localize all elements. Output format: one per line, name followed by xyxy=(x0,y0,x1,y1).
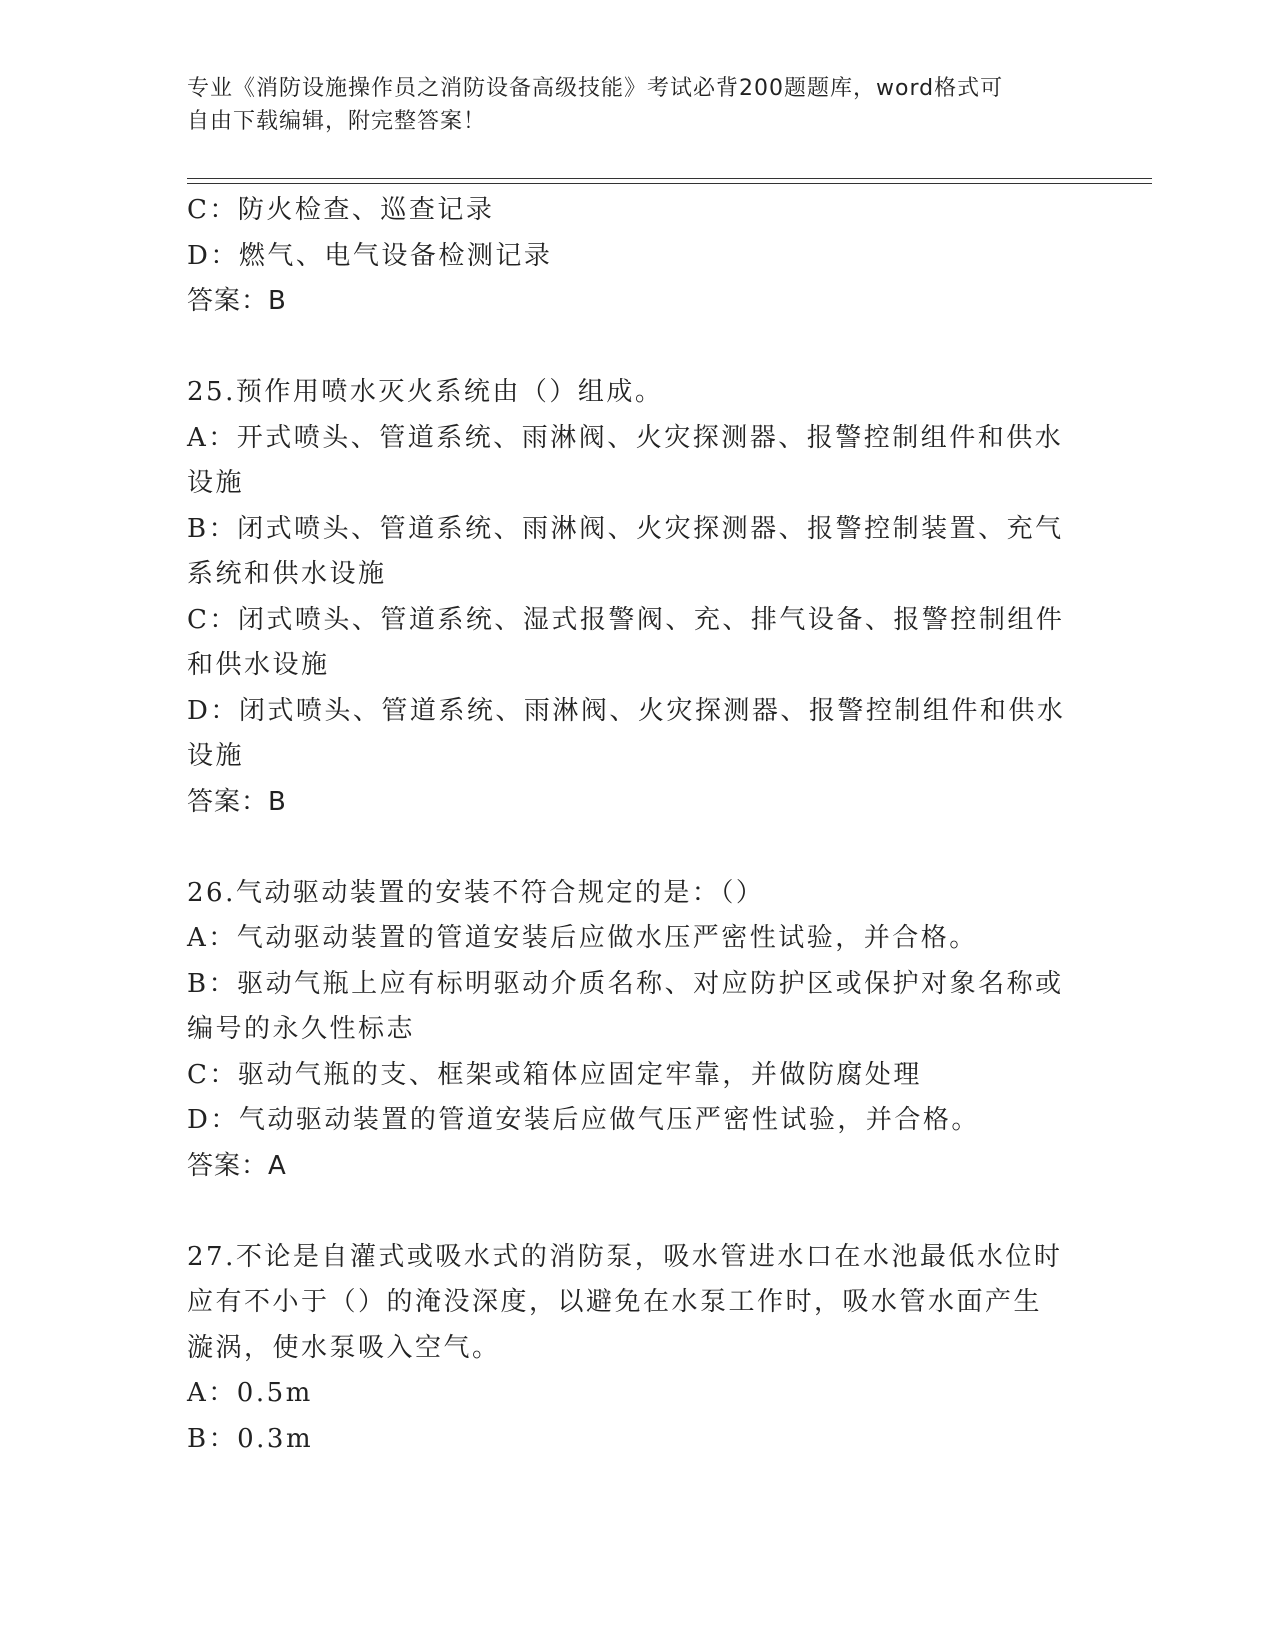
option-d xyxy=(187,1098,1067,1144)
option-b xyxy=(187,962,1067,1053)
question-stem-line-3: 漩涡，使水泵吸入空气。 xyxy=(187,1332,501,1363)
option-c xyxy=(187,598,1067,689)
header-line-1: 专业《消防设施操作员之消防设备高级技能》考试必背200题题库，word格式可 xyxy=(187,76,1004,101)
answer-line: 答案：B xyxy=(187,786,287,817)
option-a xyxy=(187,916,1067,962)
option-a-line-1: A：0.5m xyxy=(187,1378,313,1408)
option-b xyxy=(187,1417,1067,1463)
option-b xyxy=(187,507,1067,598)
option-c: C：防火检查、巡查记录 xyxy=(187,195,495,225)
document-header xyxy=(187,72,1067,138)
question-26 xyxy=(187,871,1067,1190)
option-a-line-1: A：气动驱动装置的管道安装后应做水压严密性试验，并合格。 xyxy=(187,923,978,953)
option-c-line-1: C：驱动气瓶的支、框架或箱体应固定牢靠，并做防腐处理 xyxy=(187,1059,922,1090)
question-stem-line-1: 27.不论是自灌式或吸水式的消防泵，吸水管进水口在水池最低水位时 xyxy=(187,1241,1063,1272)
answer-line: 答案：A xyxy=(187,1150,287,1181)
option-b-line-2: 编号的永久性标志 xyxy=(187,1014,416,1044)
option-d xyxy=(187,689,1067,780)
header-divider-top xyxy=(187,178,1152,179)
option-c-line-2: 和供水设施 xyxy=(187,650,330,680)
header-divider-bottom xyxy=(187,183,1152,184)
option-a-line-2: 设施 xyxy=(187,468,245,498)
option-d-line-1: D：气动驱动装置的管道安装后应做气压严密性试验，并合格。 xyxy=(187,1105,980,1135)
question-stem: 25.预作用喷水灭火系统由（）组成。 xyxy=(187,377,664,407)
question-stem-line-2: 应有不小于（）的淹没深度，以避免在水泵工作时，吸水管水面产生 xyxy=(187,1287,1043,1317)
option-b-line-2: 系统和供水设施 xyxy=(187,559,387,589)
option-a-line-1: A：开式喷头、管道系统、雨淋阀、火灾探测器、报警控制组件和供水 xyxy=(187,422,1064,453)
header-line-2: 自由下载编辑，附完整答案！ xyxy=(187,109,487,134)
document-body xyxy=(187,188,1067,1462)
option-b-line-1: B：驱动气瓶上应有标明驱动介质名称、对应防护区或保护对象名称或 xyxy=(187,968,1064,999)
option-d-line-2: 设施 xyxy=(187,741,245,771)
question-25 xyxy=(187,370,1067,825)
option-c-line-1: C：闭式喷头、管道系统、湿式报警阀、充、排气设备、报警控制组件 xyxy=(187,604,1065,635)
option-b-line-1: B：闭式喷头、管道系统、雨淋阀、火灾探测器、报警控制装置、充气 xyxy=(187,513,1064,544)
option-a xyxy=(187,416,1067,507)
option-d: D：燃气、电气设备检测记录 xyxy=(187,240,553,271)
answer-line: 答案：B xyxy=(187,286,287,316)
option-c xyxy=(187,1053,1067,1099)
question-27 xyxy=(187,1235,1067,1463)
prev-question-tail xyxy=(187,188,1067,325)
option-d-line-1: D：闭式喷头、管道系统、雨淋阀、火灾探测器、报警控制组件和供水 xyxy=(187,695,1066,726)
option-b-line-1: B：0.3m xyxy=(187,1423,314,1454)
question-stem: 26.气动驱动装置的安装不符合规定的是：（） xyxy=(187,877,765,908)
option-a xyxy=(187,1371,1067,1417)
